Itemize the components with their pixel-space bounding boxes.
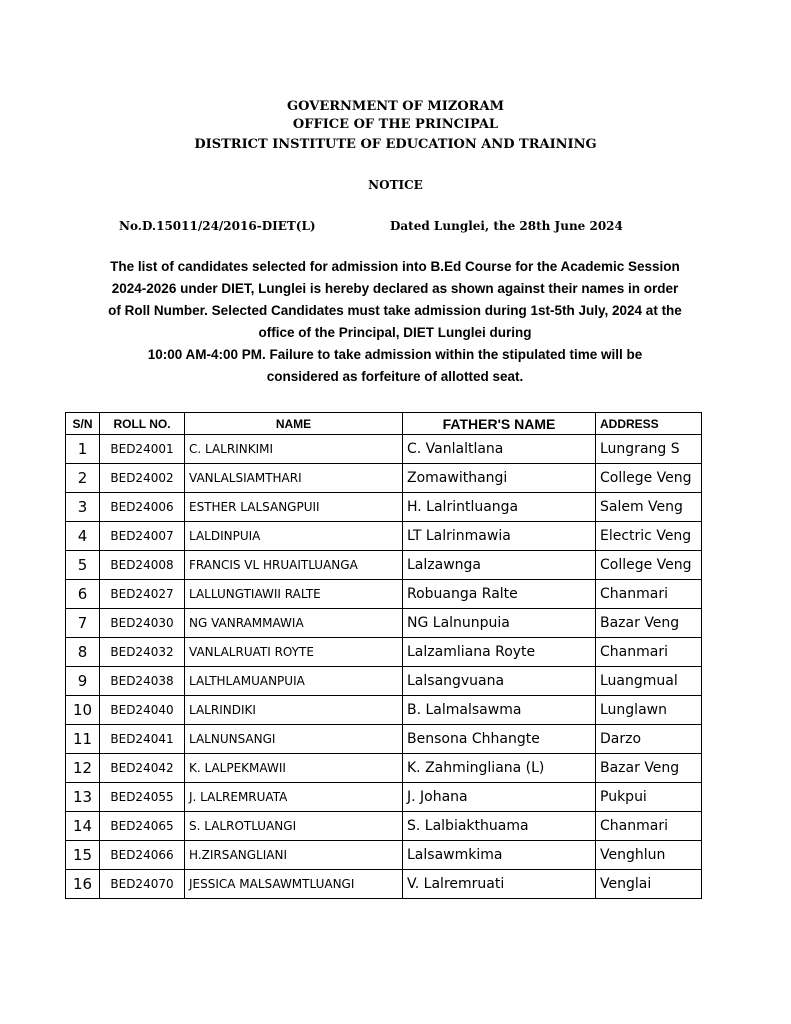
cell-fathers-name: Lalsawmkima bbox=[403, 841, 596, 870]
candidates-table bbox=[65, 412, 702, 899]
cell-address: Luangmual bbox=[596, 667, 702, 696]
cell-fathers-name: B. Lalmalsawma bbox=[403, 696, 596, 725]
table-row bbox=[66, 464, 702, 493]
cell-fathers-name: Bensona Chhangte bbox=[403, 725, 596, 754]
cell-roll-no: BED24055 bbox=[100, 783, 185, 812]
table-row bbox=[66, 667, 702, 696]
cell-sn: 3 bbox=[66, 493, 100, 522]
cell-sn: 13 bbox=[66, 783, 100, 812]
header-name: NAME bbox=[185, 413, 403, 435]
cell-roll-no: BED24065 bbox=[100, 812, 185, 841]
cell-roll-no: BED24066 bbox=[100, 841, 185, 870]
cell-name: H.ZIRSANGLIANI bbox=[185, 841, 403, 870]
cell-name: LALLUNGTIAWII RALTE bbox=[185, 580, 403, 609]
cell-address: Bazar Veng bbox=[596, 754, 702, 783]
cell-name: FRANCIS VL HRUAITLUANGA bbox=[185, 551, 403, 580]
cell-name: J. LALREMRUATA bbox=[185, 783, 403, 812]
cell-sn: 4 bbox=[66, 522, 100, 551]
cell-roll-no: BED24042 bbox=[100, 754, 185, 783]
cell-address: Darzo bbox=[596, 725, 702, 754]
cell-fathers-name: Lalzamliana Royte bbox=[403, 638, 596, 667]
table-row bbox=[66, 870, 702, 899]
cell-fathers-name: K. Zahmingliana (L) bbox=[403, 754, 596, 783]
table-row bbox=[66, 812, 702, 841]
table-header-row bbox=[66, 413, 702, 435]
table-row bbox=[66, 783, 702, 812]
table-row bbox=[66, 551, 702, 580]
cell-address: College Veng bbox=[596, 464, 702, 493]
cell-address: Chanmari bbox=[596, 638, 702, 667]
cell-roll-no: BED24041 bbox=[100, 725, 185, 754]
table-row bbox=[66, 638, 702, 667]
cell-sn: 9 bbox=[66, 667, 100, 696]
header-roll-no: ROLL NO. bbox=[100, 413, 185, 435]
table-row bbox=[66, 754, 702, 783]
cell-address: College Veng bbox=[596, 551, 702, 580]
table-body bbox=[66, 435, 702, 899]
cell-name: LALRINDIKI bbox=[185, 696, 403, 725]
cell-name: LALTHLAMUANPUIA bbox=[185, 667, 403, 696]
cell-roll-no: BED24040 bbox=[100, 696, 185, 725]
body-line: office of the Principal, DIET Lunglei during bbox=[258, 325, 532, 340]
cell-roll-no: BED24007 bbox=[100, 522, 185, 551]
reference-number: No.D.15011/24/2016-DIET(L) bbox=[119, 219, 316, 233]
cell-sn: 14 bbox=[66, 812, 100, 841]
cell-sn: 8 bbox=[66, 638, 100, 667]
cell-roll-no: BED24006 bbox=[100, 493, 185, 522]
cell-address: Pukpui bbox=[596, 783, 702, 812]
cell-sn: 6 bbox=[66, 580, 100, 609]
cell-address: Electric Veng bbox=[596, 522, 702, 551]
cell-name: K. LALPEKMAWII bbox=[185, 754, 403, 783]
cell-sn: 5 bbox=[66, 551, 100, 580]
table-row bbox=[66, 522, 702, 551]
header-fathers-name: FATHER'S NAME bbox=[403, 413, 596, 435]
cell-name: C. LALRINKIMI bbox=[185, 435, 403, 464]
date-line: Dated Lunglei, the 28th June 2024 bbox=[390, 219, 623, 233]
cell-name: LALDINPUIA bbox=[185, 522, 403, 551]
cell-name: ESTHER LALSANGPUII bbox=[185, 493, 403, 522]
body-line: 2024-2026 under DIET, Lunglei is hereby declared as shown against their names in order bbox=[111, 281, 679, 296]
cell-roll-no: BED24038 bbox=[100, 667, 185, 696]
header-sn: S/N bbox=[66, 413, 100, 435]
cell-fathers-name: S. Lalbiakthuama bbox=[403, 812, 596, 841]
cell-fathers-name: V. Lalremruati bbox=[403, 870, 596, 899]
cell-sn: 10 bbox=[66, 696, 100, 725]
body-line: The list of candidates selected for admission into B.Ed Course for the Academic Session bbox=[110, 259, 680, 274]
cell-sn: 16 bbox=[66, 870, 100, 899]
cell-fathers-name: NG Lalnunpuia bbox=[403, 609, 596, 638]
cell-name: JESSICA MALSAWMTLUANGI bbox=[185, 870, 403, 899]
cell-fathers-name: Zomawithangi bbox=[403, 464, 596, 493]
cell-name: S. LALROTLUANGI bbox=[185, 812, 403, 841]
cell-address: Salem Veng bbox=[596, 493, 702, 522]
cell-roll-no: BED24001 bbox=[100, 435, 185, 464]
header-institute: DISTRICT INSTITUTE OF EDUCATION AND TRAINING bbox=[194, 137, 597, 152]
cell-fathers-name: H. Lalrintluanga bbox=[403, 493, 596, 522]
cell-address: Chanmari bbox=[596, 812, 702, 841]
cell-fathers-name: Robuanga Ralte bbox=[403, 580, 596, 609]
header-address: ADDRESS bbox=[596, 413, 702, 435]
notice-body bbox=[70, 256, 720, 388]
header-government: GOVERNMENT OF MIZORAM bbox=[287, 99, 504, 114]
cell-roll-no: BED24002 bbox=[100, 464, 185, 493]
table-row bbox=[66, 435, 702, 464]
cell-address: Lunglawn bbox=[596, 696, 702, 725]
cell-fathers-name: J. Johana bbox=[403, 783, 596, 812]
cell-sn: 11 bbox=[66, 725, 100, 754]
cell-sn: 7 bbox=[66, 609, 100, 638]
table-row bbox=[66, 493, 702, 522]
header-office: OFFICE OF THE PRINCIPAL bbox=[292, 117, 499, 132]
cell-sn: 12 bbox=[66, 754, 100, 783]
cell-fathers-name: LT Lalrinmawia bbox=[403, 522, 596, 551]
cell-fathers-name: Lalsangvuana bbox=[403, 667, 596, 696]
table-row bbox=[66, 609, 702, 638]
cell-address: Venghlun bbox=[596, 841, 702, 870]
table-row bbox=[66, 725, 702, 754]
cell-sn: 2 bbox=[66, 464, 100, 493]
table-row bbox=[66, 841, 702, 870]
table-row bbox=[66, 696, 702, 725]
cell-sn: 1 bbox=[66, 435, 100, 464]
cell-roll-no: BED24070 bbox=[100, 870, 185, 899]
notice-title: NOTICE bbox=[368, 178, 423, 192]
cell-name: VANLALRUATI ROYTE bbox=[185, 638, 403, 667]
cell-roll-no: BED24030 bbox=[100, 609, 185, 638]
cell-address: Chanmari bbox=[596, 580, 702, 609]
cell-roll-no: BED24027 bbox=[100, 580, 185, 609]
cell-address: Lungrang S bbox=[596, 435, 702, 464]
cell-name: VANLALSIAMTHARI bbox=[185, 464, 403, 493]
body-line: considered as forfeiture of allotted seat. bbox=[266, 369, 524, 384]
cell-roll-no: BED24008 bbox=[100, 551, 185, 580]
cell-sn: 15 bbox=[66, 841, 100, 870]
cell-roll-no: BED24032 bbox=[100, 638, 185, 667]
cell-address: Bazar Veng bbox=[596, 609, 702, 638]
cell-name: LALNUNSANGI bbox=[185, 725, 403, 754]
cell-name: NG VANRAMMAWIA bbox=[185, 609, 403, 638]
cell-address: Venglai bbox=[596, 870, 702, 899]
cell-fathers-name: Lalzawnga bbox=[403, 551, 596, 580]
body-line: 10:00 AM-4:00 PM. Failure to take admission within the stipulated time will be bbox=[147, 347, 643, 362]
body-line: of Roll Number. Selected Candidates must take admission during 1st-5th July, 2024 at the bbox=[108, 303, 682, 318]
cell-fathers-name: C. Vanlaltlana bbox=[403, 435, 596, 464]
table-row bbox=[66, 580, 702, 609]
